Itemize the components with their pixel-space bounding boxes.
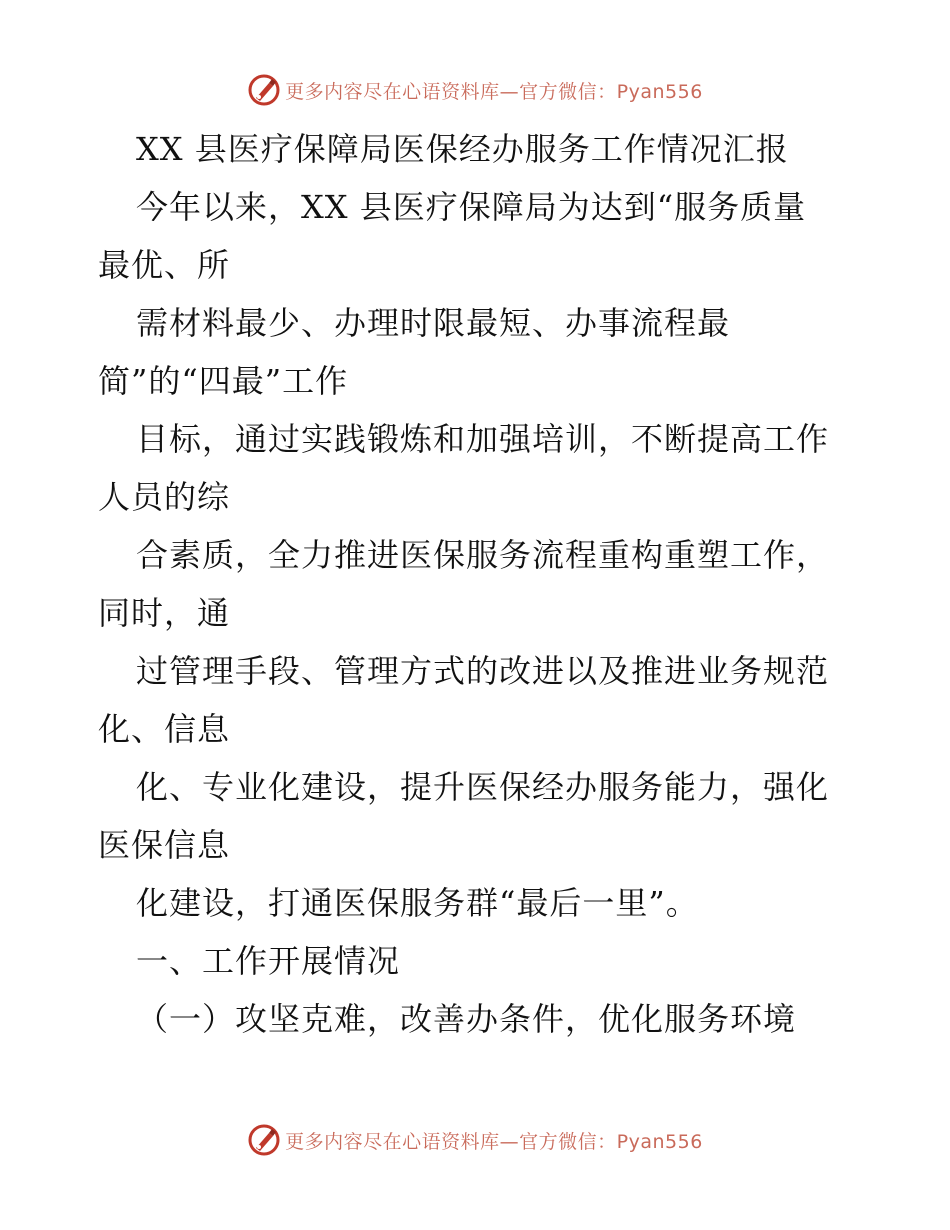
text-line: XX 县医疗保障局医保经办服务工作情况汇报 [136, 130, 789, 168]
text-line: （一）攻坚克难，改善办条件，优化服务环境 [136, 1000, 797, 1038]
text-line: 化建设，打通医保服务群“最后一里”。 [136, 884, 699, 922]
text-line: 同时，通 [98, 594, 231, 632]
text-line: 今年以来，XX 县医疗保障局为达到“服务质量 [136, 188, 807, 226]
text-line: 人员的综 [98, 478, 231, 516]
watermark-header [0, 70, 950, 110]
watermark-text: 更多内容尽在心语资料库—官方微信：Pyan556 [285, 80, 703, 103]
text-line: 目标，通过实践锻炼和加强培训，不断提高工作 [136, 420, 830, 458]
watermark-text: 更多内容尽在心语资料库—官方微信：Pyan556 [285, 1130, 703, 1153]
text-line: 医保信息 [98, 826, 231, 864]
pen-logo-icon [247, 1123, 281, 1157]
text-line: 需材料最少、办理时限最短、办事流程最 [136, 304, 731, 342]
text-line: 过管理手段、管理方式的改进以及推进业务规范 [136, 652, 830, 690]
text-line: 合素质，全力推进医保服务流程重构重塑工作， [136, 536, 830, 574]
pen-logo-icon [247, 73, 281, 107]
text-line: 最优、所 [98, 246, 231, 284]
document-body [98, 120, 898, 1048]
text-line: 一、工作开展情况 [136, 942, 401, 980]
text-line: 简”的“四最”工作 [98, 362, 349, 400]
watermark-footer [0, 1120, 950, 1160]
text-line: 化、信息 [98, 710, 231, 748]
text-line: 化、专业化建设，提升医保经办服务能力，强化 [136, 768, 830, 806]
